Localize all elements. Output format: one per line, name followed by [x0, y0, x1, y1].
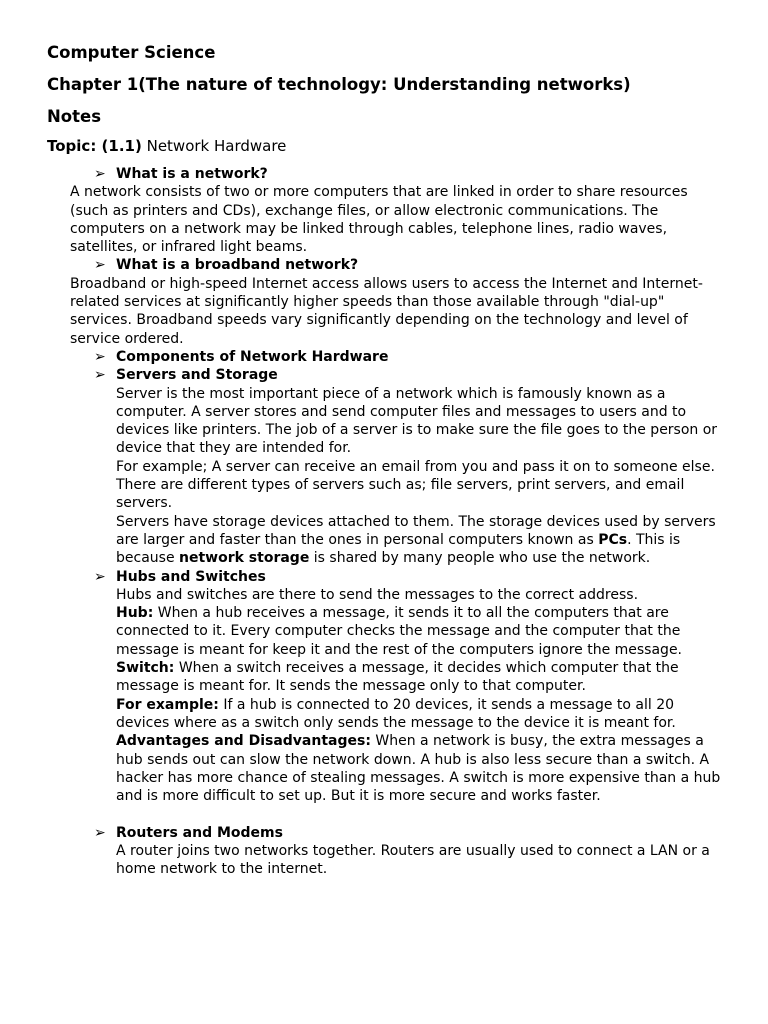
- advantages-paragraph: [116, 732, 730, 805]
- arrow-bullet-icon: ➢: [94, 568, 106, 585]
- text-run: is shared by many people who use the network.: [309, 550, 651, 567]
- servers-content: [70, 385, 730, 568]
- heading-text: What is a network?: [116, 166, 268, 182]
- section-heading-routers: [70, 824, 730, 842]
- heading-text: Routers and Modems: [116, 824, 283, 841]
- bold-term: For example:: [116, 696, 219, 713]
- document-body: [70, 165, 730, 879]
- topic-title: Network Hardware: [141, 137, 287, 155]
- arrow-bullet-icon: ➢: [94, 166, 106, 182]
- text-run: If a hub is connected to 20 devices, it sends a message to all 20 devices where as a switch only sends the message to the device it is meant for.: [116, 696, 676, 731]
- chapter-title: Chapter 1(The nature of technology: Understanding networks): [47, 75, 631, 94]
- text-run: When a switch receives a message, it decides which computer that the message is meant for. It sends the message only to that computer.: [116, 660, 679, 695]
- notes-heading: Notes: [47, 107, 102, 126]
- section-heading-servers: [70, 366, 730, 384]
- section-heading-broadband: [70, 256, 730, 274]
- servers-paragraph-2: For example; A server can receive an email from you and pass it on to someone else.: [116, 458, 715, 475]
- section-heading-components: [70, 348, 730, 366]
- switch-paragraph: [116, 659, 730, 696]
- arrow-bullet-icon: ➢: [94, 367, 106, 384]
- arrow-bullet-icon: ➢: [94, 257, 106, 274]
- blank-line: [70, 805, 730, 823]
- text-run: When a hub receives a message, it sends it to all the computers that are connected to it. Every computer checks the message and the computer that the message is meant for keep it and the rest of the computers ignore the message.: [116, 605, 683, 658]
- text-run: . This is because: [116, 531, 681, 567]
- servers-paragraph-1: Server is the most important piece of a network which is famously known as a computer. A server stores and send computer files and messages to users and to devices like printers. The job of a server is to make sure the file goes to the person or device that they are intended for.: [116, 385, 718, 457]
- bold-term: Hub:: [116, 605, 154, 622]
- arrow-bullet-icon: ➢: [94, 824, 106, 841]
- heading-text: Components of Network Hardware: [116, 348, 389, 365]
- hub-paragraph: [116, 604, 730, 659]
- text-run: Servers have storage devices attached to them. The storage devices used by servers are larger and faster than the ones in personal computers known as: [116, 513, 716, 548]
- bold-term: network storage: [179, 550, 310, 567]
- bold-term: Advantages and Disadvantages:: [116, 733, 371, 750]
- example-paragraph: [116, 696, 730, 733]
- section-heading-network: [70, 165, 730, 183]
- heading-text: Servers and Storage: [116, 367, 278, 384]
- servers-paragraph-3: There are different types of servers such as; file servers, print servers, and email servers.: [116, 477, 685, 512]
- network-paragraph: A network consists of two or more computers that are linked in order to share resources (such as printers and CDs), exchange files, or allow electronic communications. The computers on a network may be linked through cables, telephone lines, radio waves, satellites, or infrared light beams.: [70, 184, 688, 256]
- routers-paragraph-1: A router joins two networks together. Routers are usually used to connect a LAN or a home network to the internet.: [116, 842, 710, 878]
- heading-text: Hubs and Switches: [116, 568, 266, 585]
- routers-content: [70, 842, 730, 879]
- arrow-bullet-icon: ➢: [94, 348, 106, 365]
- bold-term: PCs: [598, 531, 628, 548]
- text-run: When a network is busy, the extra messages a hub sends out can slow the network down. A hub is also less secure than a switch. A hacker has more chance of stealing messages. A switch is more expensive than a hub and is more difficult to set up. But it is more secure and works faster.: [116, 733, 721, 805]
- topic-line: [47, 136, 286, 156]
- heading-text: What is a broadband network?: [116, 257, 359, 274]
- subject-title: Computer Science: [47, 43, 216, 62]
- hubs-content: [70, 586, 730, 806]
- hubs-paragraph-1: Hubs and switches are there to send the messages to the correct address.: [116, 586, 639, 603]
- broadband-paragraph: Broadband or high-speed Internet access allows users to access the Internet and Internet-related services at significantly higher speeds than those available through "dial-up" services. Broadband speeds vary significantly depending on the technology and level of service ordered.: [70, 275, 703, 347]
- section-heading-hubs: [70, 568, 730, 586]
- bold-term: Switch:: [116, 660, 175, 677]
- topic-label: Topic: (1.1): [47, 137, 142, 155]
- servers-paragraph-4: [116, 513, 730, 568]
